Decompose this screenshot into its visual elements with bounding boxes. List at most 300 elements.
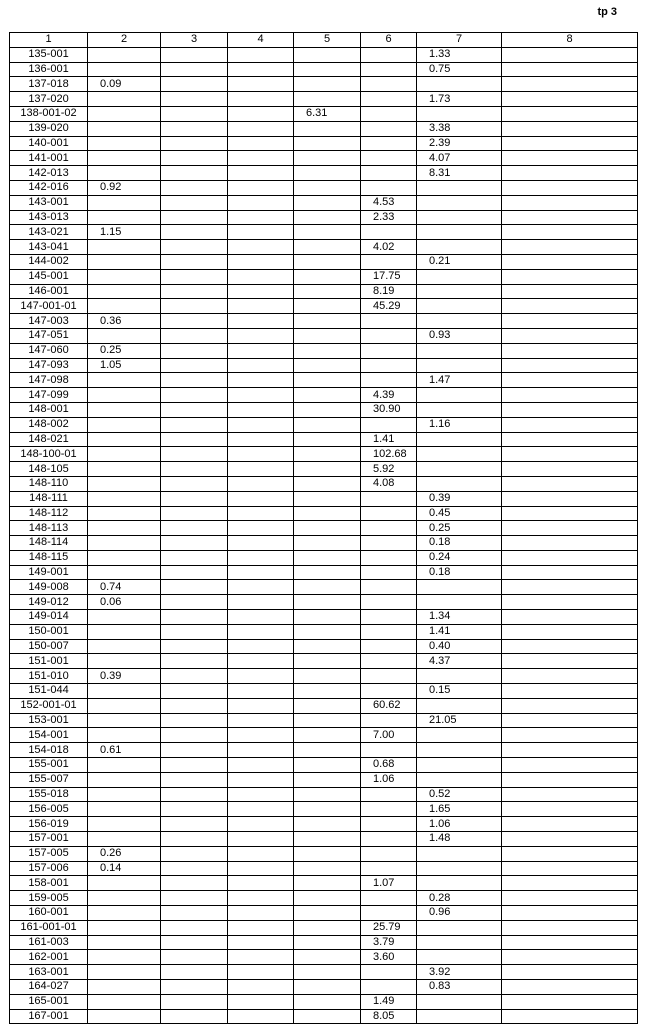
col3-cell xyxy=(161,1009,228,1024)
col6-cell xyxy=(361,106,417,121)
col4-cell xyxy=(228,195,294,210)
col7-cell: 0.93 xyxy=(417,328,502,343)
col5-cell xyxy=(294,698,361,713)
col8-cell xyxy=(502,521,638,536)
parcel-id-cell: 142-013 xyxy=(10,166,88,181)
parcel-id-cell: 165-001 xyxy=(10,994,88,1009)
col5-cell xyxy=(294,728,361,743)
col2-cell xyxy=(88,195,161,210)
col2-cell xyxy=(88,462,161,477)
col2-cell: 0.26 xyxy=(88,846,161,861)
col4-cell xyxy=(228,950,294,965)
col3-cell xyxy=(161,876,228,891)
parcel-id-cell: 140-001 xyxy=(10,136,88,151)
col7-cell: 0.75 xyxy=(417,62,502,77)
col3-cell xyxy=(161,980,228,995)
col5-cell xyxy=(294,373,361,388)
col4-cell xyxy=(228,254,294,269)
col3-cell xyxy=(161,328,228,343)
col5-cell xyxy=(294,550,361,565)
table-row xyxy=(10,802,638,817)
parcel-id-cell: 139-020 xyxy=(10,121,88,136)
col4-cell xyxy=(228,506,294,521)
col4-cell xyxy=(228,935,294,950)
col8-cell xyxy=(502,166,638,181)
col4-cell xyxy=(228,906,294,921)
col4-cell xyxy=(228,225,294,240)
parcel-id-cell: 164-027 xyxy=(10,980,88,995)
col7-cell: 1.06 xyxy=(417,817,502,832)
table-row xyxy=(10,772,638,787)
col4-cell xyxy=(228,610,294,625)
col2-cell xyxy=(88,136,161,151)
col7-cell xyxy=(417,210,502,225)
col4-cell xyxy=(228,432,294,447)
col6-cell: 4.08 xyxy=(361,476,417,491)
col2-cell xyxy=(88,166,161,181)
col2-cell: 0.61 xyxy=(88,743,161,758)
col3-cell xyxy=(161,624,228,639)
col3-cell xyxy=(161,550,228,565)
table-row xyxy=(10,476,638,491)
table-row xyxy=(10,684,638,699)
col5-cell xyxy=(294,358,361,373)
col8-cell xyxy=(502,388,638,403)
col3-cell xyxy=(161,299,228,314)
col6-cell xyxy=(361,580,417,595)
table-row xyxy=(10,284,638,299)
col2-cell xyxy=(88,565,161,580)
table-row xyxy=(10,876,638,891)
col2-cell xyxy=(88,373,161,388)
col6-cell: 45.29 xyxy=(361,299,417,314)
parcel-id-cell: 148-105 xyxy=(10,462,88,477)
col8-cell xyxy=(502,610,638,625)
col6-cell xyxy=(361,610,417,625)
col2-cell xyxy=(88,476,161,491)
col2-cell xyxy=(88,106,161,121)
parcel-id-cell: 154-018 xyxy=(10,743,88,758)
col4-cell xyxy=(228,846,294,861)
col6-cell: 8.05 xyxy=(361,1009,417,1024)
table-row xyxy=(10,624,638,639)
col4-cell xyxy=(228,491,294,506)
col3-cell xyxy=(161,491,228,506)
col4-cell xyxy=(228,876,294,891)
col4-cell xyxy=(228,669,294,684)
col3-cell xyxy=(161,772,228,787)
col3-cell xyxy=(161,284,228,299)
col6-cell xyxy=(361,802,417,817)
col7-cell: 1.47 xyxy=(417,373,502,388)
table-row xyxy=(10,846,638,861)
col3-cell xyxy=(161,77,228,92)
col4-cell xyxy=(228,550,294,565)
col6-cell xyxy=(361,565,417,580)
parcel-id-cell: 155-018 xyxy=(10,787,88,802)
col4-cell xyxy=(228,47,294,62)
col2-cell xyxy=(88,876,161,891)
col2-cell xyxy=(88,210,161,225)
parcel-id-cell: 145-001 xyxy=(10,269,88,284)
col4-cell xyxy=(228,328,294,343)
col6-cell: 7.00 xyxy=(361,728,417,743)
table-row xyxy=(10,195,638,210)
col4-cell xyxy=(228,269,294,284)
col5-cell xyxy=(294,713,361,728)
col3-cell xyxy=(161,684,228,699)
col2-cell xyxy=(88,62,161,77)
col2-cell xyxy=(88,432,161,447)
col6-cell: 25.79 xyxy=(361,920,417,935)
table-row xyxy=(10,447,638,462)
parcel-id-cell: 143-001 xyxy=(10,195,88,210)
col3-cell xyxy=(161,106,228,121)
col8-cell xyxy=(502,639,638,654)
col8-cell xyxy=(502,832,638,847)
col8-cell xyxy=(502,906,638,921)
col5-cell xyxy=(294,772,361,787)
col5-cell xyxy=(294,906,361,921)
col4-cell xyxy=(228,891,294,906)
col8-cell xyxy=(502,254,638,269)
table-row xyxy=(10,299,638,314)
table-row xyxy=(10,106,638,121)
col5-cell xyxy=(294,47,361,62)
table-row xyxy=(10,758,638,773)
col2-cell: 0.36 xyxy=(88,314,161,329)
parcel-id-cell: 148-113 xyxy=(10,521,88,536)
col6-cell xyxy=(361,417,417,432)
col8-cell xyxy=(502,358,638,373)
col7-cell xyxy=(417,343,502,358)
col7-cell: 0.83 xyxy=(417,980,502,995)
col3-cell xyxy=(161,269,228,284)
parcel-id-cell: 163-001 xyxy=(10,965,88,980)
table-row xyxy=(10,580,638,595)
parcel-id-cell: 155-007 xyxy=(10,772,88,787)
col3-cell xyxy=(161,994,228,1009)
col3-cell xyxy=(161,580,228,595)
col7-cell: 0.18 xyxy=(417,565,502,580)
col8-cell xyxy=(502,772,638,787)
table-row xyxy=(10,254,638,269)
col7-cell: 0.18 xyxy=(417,536,502,551)
col4-cell xyxy=(228,684,294,699)
parcel-id-cell: 148-115 xyxy=(10,550,88,565)
col3-cell xyxy=(161,906,228,921)
col6-cell xyxy=(361,47,417,62)
col7-cell xyxy=(417,299,502,314)
col5-cell xyxy=(294,817,361,832)
col8-cell xyxy=(502,846,638,861)
col2-cell xyxy=(88,728,161,743)
col5-cell xyxy=(294,343,361,358)
col6-cell xyxy=(361,817,417,832)
col7-cell: 1.48 xyxy=(417,832,502,847)
col3-cell xyxy=(161,210,228,225)
parcel-id-cell: 160-001 xyxy=(10,906,88,921)
parcel-id-cell: 149-014 xyxy=(10,610,88,625)
col3-cell xyxy=(161,950,228,965)
col7-cell xyxy=(417,994,502,1009)
table-row xyxy=(10,402,638,417)
col7-cell: 1.34 xyxy=(417,610,502,625)
table-row xyxy=(10,965,638,980)
parcel-id-cell: 149-001 xyxy=(10,565,88,580)
col2-cell xyxy=(88,47,161,62)
col5-cell xyxy=(294,684,361,699)
table-row xyxy=(10,269,638,284)
col5-cell xyxy=(294,595,361,610)
parcel-id-cell: 154-001 xyxy=(10,728,88,743)
col2-cell xyxy=(88,654,161,669)
col6-cell: 2.33 xyxy=(361,210,417,225)
col3-cell xyxy=(161,965,228,980)
col2-cell xyxy=(88,121,161,136)
col8-cell xyxy=(502,876,638,891)
col7-cell xyxy=(417,402,502,417)
col8-cell xyxy=(502,595,638,610)
col8-cell xyxy=(502,654,638,669)
col5-cell xyxy=(294,669,361,684)
col2-cell xyxy=(88,328,161,343)
parcel-id-cell: 148-111 xyxy=(10,491,88,506)
table-row xyxy=(10,994,638,1009)
table-row xyxy=(10,595,638,610)
col2-cell: 0.09 xyxy=(88,77,161,92)
col4-cell xyxy=(228,536,294,551)
table-row xyxy=(10,432,638,447)
table-row xyxy=(10,136,638,151)
col8-cell xyxy=(502,373,638,388)
col2-cell xyxy=(88,402,161,417)
col5-cell xyxy=(294,935,361,950)
parcel-id-cell: 148-021 xyxy=(10,432,88,447)
table-row xyxy=(10,225,638,240)
parcel-id-cell: 150-001 xyxy=(10,624,88,639)
col6-cell xyxy=(361,343,417,358)
table-row xyxy=(10,240,638,255)
col3-cell xyxy=(161,417,228,432)
col3-cell xyxy=(161,462,228,477)
col3-cell xyxy=(161,639,228,654)
col4-cell xyxy=(228,314,294,329)
ledger-table xyxy=(9,32,638,1024)
col7-cell xyxy=(417,106,502,121)
parcel-id-cell: 146-001 xyxy=(10,284,88,299)
col8-cell xyxy=(502,328,638,343)
col6-cell xyxy=(361,906,417,921)
col5-cell xyxy=(294,210,361,225)
col3-cell xyxy=(161,743,228,758)
col7-cell xyxy=(417,728,502,743)
col6-cell xyxy=(361,373,417,388)
col7-cell xyxy=(417,595,502,610)
col8-cell xyxy=(502,891,638,906)
col6-cell xyxy=(361,62,417,77)
col5-cell xyxy=(294,1009,361,1024)
parcel-id-cell: 147-098 xyxy=(10,373,88,388)
col5-cell xyxy=(294,832,361,847)
col4-cell xyxy=(228,787,294,802)
parcel-id-cell: 156-005 xyxy=(10,802,88,817)
col3-cell xyxy=(161,536,228,551)
col3-cell xyxy=(161,92,228,107)
col2-cell xyxy=(88,299,161,314)
col7-cell xyxy=(417,284,502,299)
col7-cell: 0.15 xyxy=(417,684,502,699)
parcel-id-cell: 148-114 xyxy=(10,536,88,551)
col5-cell xyxy=(294,802,361,817)
col3-cell xyxy=(161,817,228,832)
col2-cell xyxy=(88,891,161,906)
col7-cell xyxy=(417,758,502,773)
col3-cell xyxy=(161,935,228,950)
col8-cell xyxy=(502,195,638,210)
col6-cell xyxy=(361,136,417,151)
col6-cell xyxy=(361,180,417,195)
col5-cell xyxy=(294,654,361,669)
col7-cell xyxy=(417,447,502,462)
table-header-row xyxy=(10,33,638,48)
col7-cell xyxy=(417,314,502,329)
col8-cell xyxy=(502,980,638,995)
col6-cell xyxy=(361,846,417,861)
col2-cell xyxy=(88,994,161,1009)
col4-cell xyxy=(228,624,294,639)
col3-cell xyxy=(161,225,228,240)
parcel-id-cell: 149-008 xyxy=(10,580,88,595)
parcel-id-cell: 147-093 xyxy=(10,358,88,373)
col6-cell xyxy=(361,861,417,876)
col4-cell xyxy=(228,343,294,358)
col6-cell xyxy=(361,491,417,506)
col7-cell xyxy=(417,77,502,92)
col4-cell xyxy=(228,92,294,107)
table-row xyxy=(10,77,638,92)
col8-cell xyxy=(502,743,638,758)
col2-cell xyxy=(88,906,161,921)
parcel-id-cell: 135-001 xyxy=(10,47,88,62)
col6-cell xyxy=(361,743,417,758)
column-header-1: 1 xyxy=(10,33,88,48)
col3-cell xyxy=(161,314,228,329)
col3-cell xyxy=(161,373,228,388)
col8-cell xyxy=(502,935,638,950)
col7-cell: 2.39 xyxy=(417,136,502,151)
col5-cell xyxy=(294,388,361,403)
col8-cell xyxy=(502,225,638,240)
col3-cell xyxy=(161,47,228,62)
col5-cell xyxy=(294,876,361,891)
parcel-id-cell: 157-001 xyxy=(10,832,88,847)
col5-cell xyxy=(294,328,361,343)
col2-cell: 1.15 xyxy=(88,225,161,240)
col2-cell xyxy=(88,817,161,832)
col5-cell xyxy=(294,462,361,477)
col2-cell xyxy=(88,92,161,107)
col7-cell: 1.65 xyxy=(417,802,502,817)
col4-cell xyxy=(228,62,294,77)
col6-cell: 17.75 xyxy=(361,269,417,284)
col7-cell: 0.45 xyxy=(417,506,502,521)
col3-cell xyxy=(161,521,228,536)
col7-cell xyxy=(417,269,502,284)
col6-cell xyxy=(361,832,417,847)
col8-cell xyxy=(502,432,638,447)
col4-cell xyxy=(228,980,294,995)
col3-cell xyxy=(161,343,228,358)
col8-cell xyxy=(502,269,638,284)
col7-cell xyxy=(417,195,502,210)
table-row xyxy=(10,314,638,329)
col5-cell xyxy=(294,62,361,77)
col4-cell xyxy=(228,180,294,195)
col2-cell xyxy=(88,684,161,699)
col3-cell xyxy=(161,402,228,417)
col2-cell xyxy=(88,758,161,773)
col5-cell xyxy=(294,225,361,240)
col4-cell xyxy=(228,817,294,832)
col3-cell xyxy=(161,595,228,610)
col5-cell xyxy=(294,269,361,284)
table-row xyxy=(10,151,638,166)
col8-cell xyxy=(502,580,638,595)
col3-cell xyxy=(161,62,228,77)
col4-cell xyxy=(228,832,294,847)
col8-cell xyxy=(502,861,638,876)
table-row xyxy=(10,506,638,521)
col4-cell xyxy=(228,284,294,299)
col5-cell xyxy=(294,506,361,521)
col2-cell: 0.14 xyxy=(88,861,161,876)
table-row xyxy=(10,62,638,77)
table-row xyxy=(10,92,638,107)
col2-cell xyxy=(88,639,161,654)
col4-cell xyxy=(228,358,294,373)
col4-cell xyxy=(228,565,294,580)
col8-cell xyxy=(502,314,638,329)
col7-cell xyxy=(417,462,502,477)
col6-cell xyxy=(361,787,417,802)
col3-cell xyxy=(161,861,228,876)
col8-cell xyxy=(502,151,638,166)
col6-cell: 3.60 xyxy=(361,950,417,965)
col4-cell xyxy=(228,728,294,743)
col5-cell xyxy=(294,151,361,166)
col6-cell: 3.79 xyxy=(361,935,417,950)
col8-cell xyxy=(502,47,638,62)
col7-cell xyxy=(417,876,502,891)
col5-cell xyxy=(294,536,361,551)
col7-cell xyxy=(417,846,502,861)
parcel-id-cell: 161-001-01 xyxy=(10,920,88,935)
col6-cell xyxy=(361,654,417,669)
col3-cell xyxy=(161,151,228,166)
col6-cell xyxy=(361,77,417,92)
col5-cell xyxy=(294,166,361,181)
table-row xyxy=(10,906,638,921)
table-row xyxy=(10,358,638,373)
col3-cell xyxy=(161,891,228,906)
col6-cell: 0.68 xyxy=(361,758,417,773)
table-row xyxy=(10,980,638,995)
col7-cell xyxy=(417,743,502,758)
col7-cell: 0.21 xyxy=(417,254,502,269)
col6-cell: 1.06 xyxy=(361,772,417,787)
column-header-6: 6 xyxy=(361,33,417,48)
